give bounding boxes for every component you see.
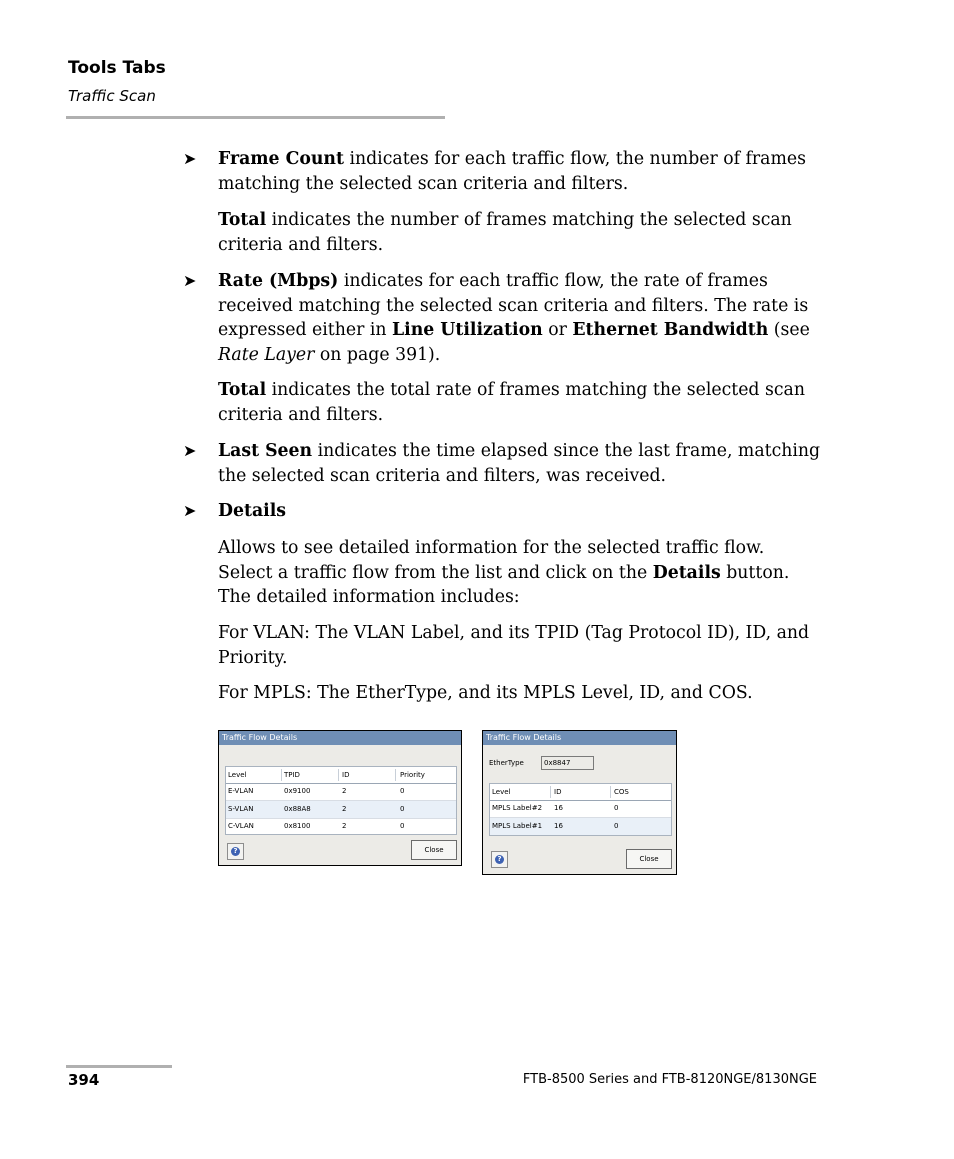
column-header-level: Level — [228, 771, 247, 779]
table-header — [226, 767, 456, 784]
last-seen-text: indicates the time elapsed since the last frame, matching the selected scan criteria and filters, was received. — [218, 441, 821, 486]
section-subtitle: Traffic Scan — [68, 87, 156, 105]
vlan-note: For VLAN: The VLAN Label, and its TPID (Tag Protocol ID), ID, and Priority. — [218, 623, 810, 668]
bullet-arrow-icon: ➤ — [183, 271, 197, 290]
column-header-priority: Priority — [400, 771, 425, 779]
cell-id: 16 — [554, 804, 563, 812]
cell-id: 2 — [342, 822, 347, 830]
section-title: Tools Tabs — [68, 58, 166, 78]
table-row[interactable] — [226, 783, 456, 801]
cell-level: E-VLAN — [228, 787, 254, 795]
rate-total-paragraph — [218, 378, 823, 427]
last-seen-term: Last Seen — [218, 441, 313, 461]
table-row[interactable] — [490, 800, 671, 818]
bullet-arrow-icon: ➤ — [183, 441, 197, 460]
cell-id: 2 — [342, 805, 347, 813]
dialog-title-bar: Traffic Flow Details — [483, 731, 676, 745]
cell-id: 16 — [554, 822, 563, 830]
mpls-traffic-flow-details-dialog — [482, 730, 677, 875]
frame-count-total-term: Total — [218, 210, 267, 230]
details-button-term: Details — [652, 562, 721, 583]
cell-tpid: 0x8100 — [284, 822, 311, 830]
line-utilization-term: Line Utilization — [392, 320, 543, 340]
ethertype-field: 0x8847 — [541, 756, 594, 770]
column-divider — [338, 769, 339, 781]
help-button[interactable] — [227, 843, 244, 860]
help-icon: ? — [495, 855, 504, 864]
details-description — [218, 536, 823, 610]
cell-level: MPLS Label#1 — [492, 822, 543, 830]
close-button[interactable]: Close — [411, 840, 457, 860]
rate-text-page: on page 391). — [314, 344, 441, 365]
rate-text-see: (see — [768, 320, 810, 340]
column-divider — [395, 769, 396, 781]
frame-count-total-paragraph — [218, 208, 823, 257]
ethernet-bandwidth-term: Ethernet Bandwidth — [572, 320, 769, 340]
column-divider — [550, 786, 551, 798]
header-divider — [66, 116, 445, 119]
cell-priority: 0 — [400, 787, 405, 795]
footer-divider — [66, 1065, 172, 1068]
footer-product-name: FTB-8500 Series and FTB-8120NGE/8130NGE — [522, 1072, 817, 1087]
table-header — [490, 784, 671, 801]
rate-term: Rate (Mbps) — [218, 271, 339, 291]
cell-cos: 0 — [614, 804, 619, 812]
cell-tpid: 0x88A8 — [284, 805, 311, 813]
table-row[interactable] — [490, 818, 671, 835]
page-number: 394 — [68, 1071, 100, 1089]
details-desc-text-end: button. The detailed information includes: — [218, 562, 790, 607]
table-row[interactable] — [226, 818, 456, 835]
details-heading — [218, 499, 823, 524]
frame-count-text: indicates for each traffic flow, the number of frames matching the selected scan criteria and filters. — [218, 149, 806, 194]
cell-id: 2 — [342, 787, 347, 795]
mpls-note: For MPLS: The EtherType, and its MPLS Level, ID, and COS. — [218, 683, 753, 703]
last-seen-paragraph — [218, 439, 823, 488]
dialog-title-bar: Traffic Flow Details — [219, 731, 461, 745]
frame-count-total-text: indicates the number of frames matching the selected scan criteria and filters. — [218, 210, 792, 255]
rate-total-text: indicates the total rate of frames matching the selected scan criteria and filters. — [218, 380, 805, 425]
rate-text-or: or — [542, 320, 573, 340]
column-divider — [281, 769, 282, 781]
vlan-traffic-flow-details-dialog — [218, 730, 462, 866]
help-button[interactable] — [491, 851, 508, 868]
cell-priority: 0 — [400, 822, 405, 830]
mpls-details-table — [489, 783, 672, 836]
cell-level: C-VLAN — [228, 822, 254, 830]
rate-layer-link[interactable]: Rate Layer — [218, 344, 315, 365]
cell-level: S-VLAN — [228, 805, 254, 813]
help-icon: ? — [231, 847, 240, 856]
cell-cos: 0 — [614, 822, 619, 830]
column-header-level: Level — [492, 788, 511, 796]
column-header-id: ID — [342, 771, 350, 779]
frame-count-paragraph — [218, 147, 823, 196]
cell-level: MPLS Label#2 — [492, 804, 543, 812]
cell-priority: 0 — [400, 805, 405, 813]
bullet-arrow-icon: ➤ — [183, 501, 197, 520]
details-desc-text: Allows to see detailed information for the selected traffic flow. Select a traffic flow from the list and click on the — [218, 538, 765, 583]
frame-count-term: Frame Count — [218, 149, 344, 169]
column-header-id: ID — [554, 788, 562, 796]
column-header-cos: COS — [614, 788, 629, 796]
details-term: Details — [218, 501, 287, 521]
rate-total-term: Total — [218, 380, 267, 400]
table-row[interactable] — [226, 801, 456, 819]
ethertype-label: EtherType — [489, 759, 524, 767]
cell-tpid: 0x9100 — [284, 787, 311, 795]
close-button[interactable]: Close — [626, 849, 672, 869]
bullet-arrow-icon: ➤ — [183, 149, 197, 168]
rate-paragraph — [218, 269, 823, 367]
vlan-details-table — [225, 766, 457, 835]
rate-text: indicates for each traffic flow, the rate of frames received matching the selected scan criteria and filters. The rate is expressed either in — [218, 271, 809, 340]
column-divider — [610, 786, 611, 798]
column-header-tpid: TPID — [284, 771, 300, 779]
